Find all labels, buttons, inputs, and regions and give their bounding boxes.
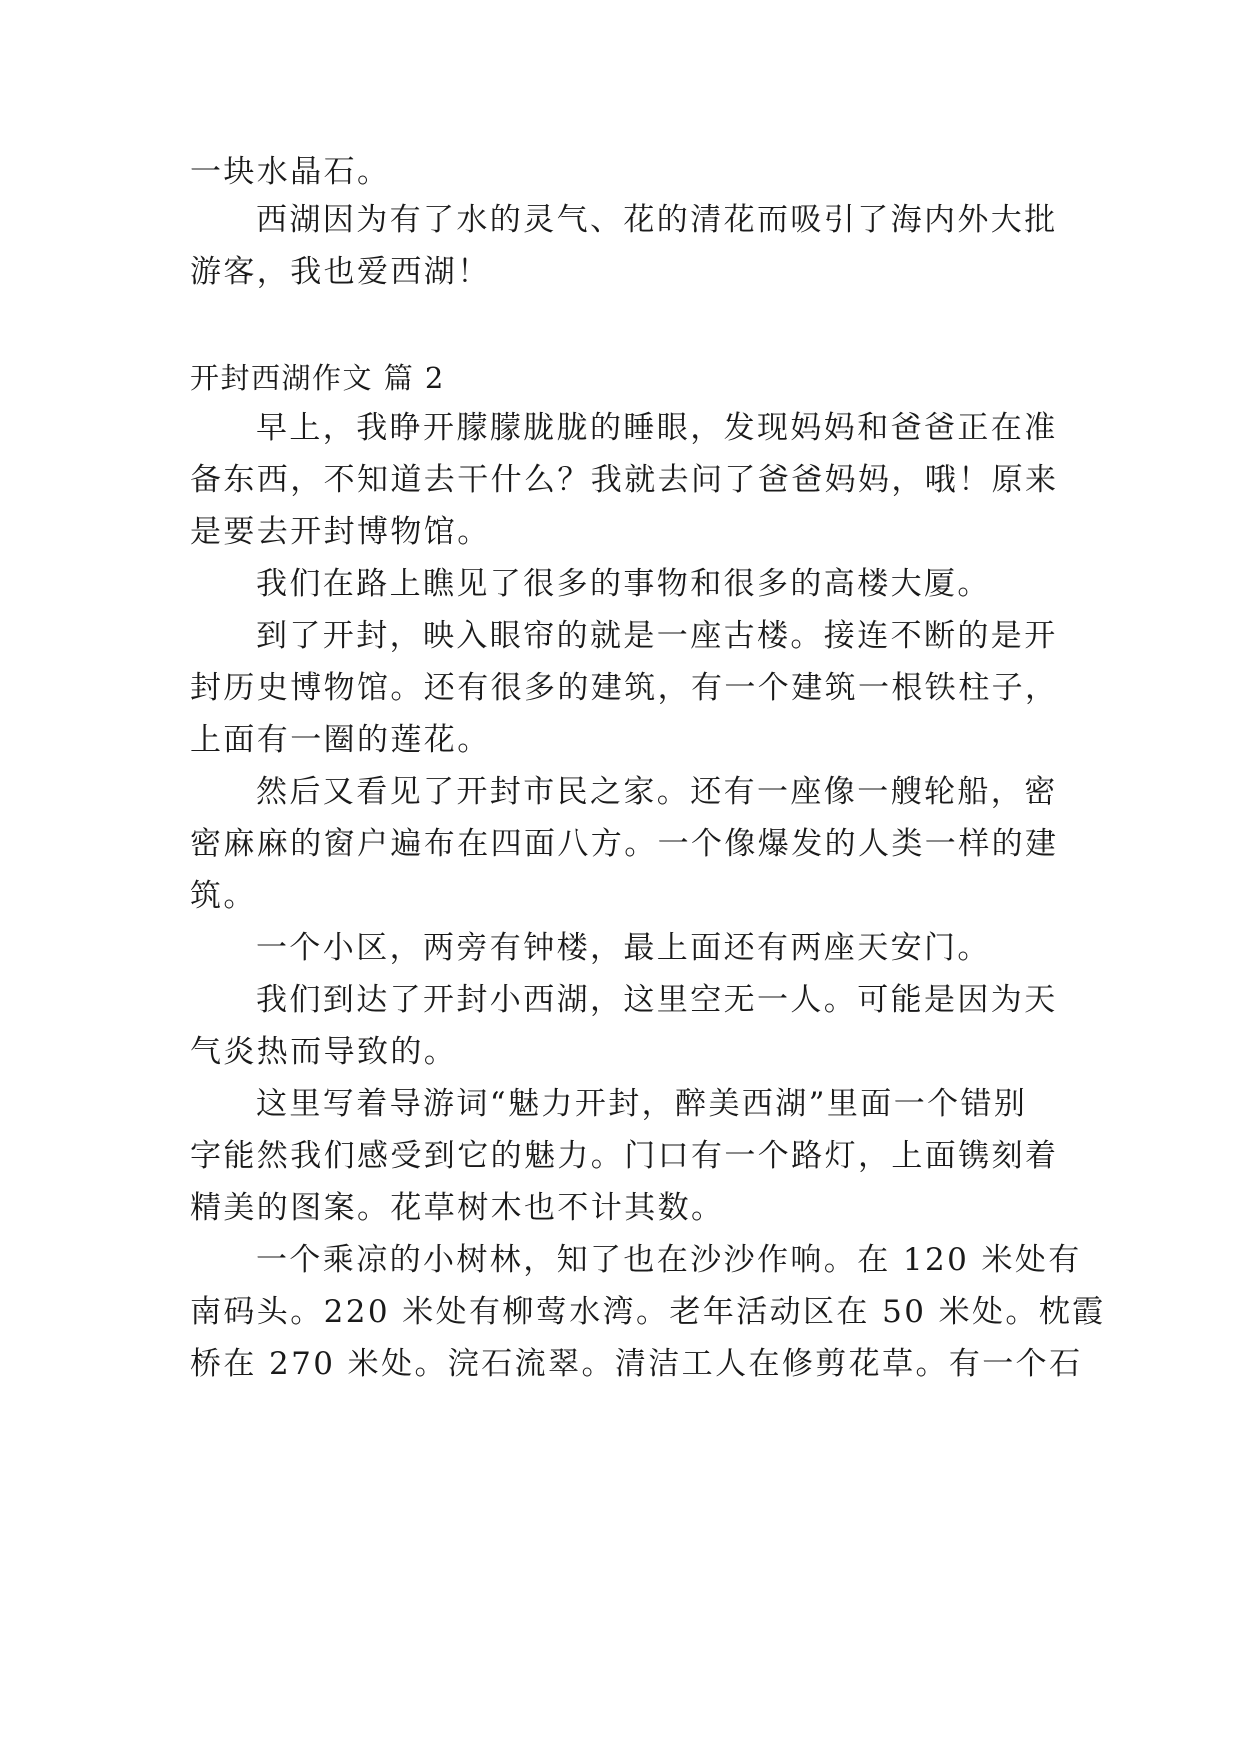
text-line: 我们在路上瞧见了很多的事物和很多的高楼大厦。	[256, 566, 991, 602]
text-line: 一个乘凉的小树林，知了也在沙沙作响。在 120 米处有	[256, 1242, 1082, 1278]
text-line: 气炎热而导致的。	[190, 1034, 458, 1070]
text-line: 我们到达了开封小西湖，这里空无一人。可能是因为天	[256, 982, 1058, 1018]
text-line: 筑。	[190, 878, 257, 914]
text-line: 一块水晶石。	[190, 154, 391, 190]
text-line: 桥在 270 米处。浣石流翠。清洁工人在修剪花草。有一个石	[190, 1346, 1083, 1382]
text-line: 早上，我睁开朦朦胧胧的睡眼，发现妈妈和爸爸正在准	[256, 410, 1058, 446]
text-line: 游客，我也爱西湖！	[190, 254, 491, 290]
text-line: 密麻麻的窗户遍布在四面八方。一个像爆发的人类一样的建	[190, 826, 1059, 862]
text-line: 这里写着导游词“魅力开封，醉美西湖”里面一个错别	[256, 1086, 1028, 1122]
text-line: 然后又看见了开封市民之家。还有一座像一艘轮船，密	[256, 774, 1058, 810]
text-line: 封历史博物馆。还有很多的建筑，有一个建筑一根铁柱子，	[190, 670, 1059, 706]
text-line: 是要去开封博物馆。	[190, 514, 491, 550]
text-line: 到了开封，映入眼帘的就是一座古楼。接连不断的是开	[256, 618, 1058, 654]
text-line: 字能然我们感受到它的魅力。门口有一个路灯，上面镌刻着	[190, 1138, 1059, 1174]
text-line: 精美的图案。花草树木也不计其数。	[190, 1190, 725, 1226]
text-line: 备东西，不知道去干什么？我就去问了爸爸妈妈，哦！原来	[190, 462, 1059, 498]
text-line: 西湖因为有了水的灵气、花的清花而吸引了海内外大批	[256, 202, 1058, 238]
text-line: 上面有一圈的莲花。	[190, 722, 491, 758]
text-line: 南码头。220 米处有柳莺水湾。老年活动区在 50 米处。枕霞	[190, 1294, 1106, 1330]
section-title: 开封西湖作文 篇 2	[190, 361, 445, 395]
text-line: 一个小区，两旁有钟楼，最上面还有两座天安门。	[256, 930, 991, 966]
